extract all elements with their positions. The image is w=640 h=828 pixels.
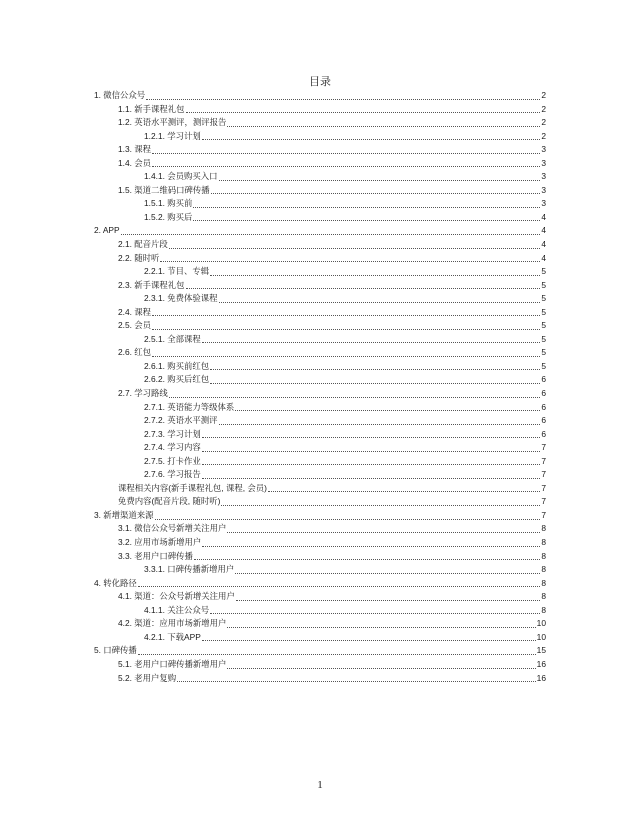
toc-entry[interactable] <box>94 116 546 130</box>
toc-entry[interactable] <box>94 509 546 523</box>
toc-entry-page: 6 <box>541 401 546 412</box>
toc-entry-page: 4 <box>541 252 546 263</box>
toc-entry-label: 2.7.6. 学习报告 <box>144 469 201 480</box>
toc-entry[interactable] <box>94 360 546 374</box>
toc-entry[interactable] <box>94 604 546 618</box>
toc-entry[interactable] <box>94 197 546 211</box>
dot-leader <box>227 668 535 669</box>
toc-entry[interactable] <box>94 306 546 320</box>
dot-leader <box>227 126 540 127</box>
toc-entry-page: 4 <box>541 211 546 222</box>
toc-entry[interactable] <box>94 170 546 184</box>
dot-leader <box>221 505 540 506</box>
dot-leader <box>268 491 540 492</box>
dot-leader <box>202 478 540 479</box>
toc-entry-label: 2.7.3. 学习计划 <box>144 428 201 439</box>
toc-entry-page: 15 <box>536 645 546 656</box>
toc-entry[interactable] <box>94 428 546 442</box>
toc-entry-page: 2 <box>541 89 546 100</box>
toc-entry-label: 1.2. 英语水平测评，测评报告 <box>118 117 227 128</box>
toc-entry[interactable] <box>94 211 546 225</box>
dot-leader <box>210 369 540 370</box>
toc-entry-label: 1.4.1. 会员购买入口 <box>144 171 218 182</box>
toc-entry-page: 10 <box>536 618 546 629</box>
toc-entry-label: 4.2.1. 下载APP <box>144 631 201 642</box>
toc-entry-label: 3.3. 老用户口碑传播 <box>118 550 193 561</box>
dot-leader <box>219 302 540 303</box>
toc-entry[interactable] <box>94 644 546 658</box>
dot-leader <box>138 654 536 655</box>
toc-entry[interactable] <box>94 252 546 266</box>
toc-entry[interactable] <box>94 414 546 428</box>
toc-entry[interactable] <box>94 143 546 157</box>
toc-entry-page: 7 <box>541 469 546 480</box>
dot-leader <box>227 532 540 533</box>
toc-entry-page: 6 <box>541 374 546 385</box>
dot-leader <box>194 559 540 560</box>
toc-entry-label: 2.7. 学习路线 <box>118 388 168 399</box>
toc-entry[interactable] <box>94 658 546 672</box>
toc-entry[interactable] <box>94 333 546 347</box>
dot-leader <box>155 519 540 520</box>
dot-leader <box>236 600 540 601</box>
toc-entry[interactable] <box>94 401 546 415</box>
toc-entry-label: 1.3. 课程 <box>118 144 152 155</box>
toc-entry-label: 2.7.5. 打卡作业 <box>144 455 201 466</box>
toc-entry[interactable] <box>94 130 546 144</box>
toc-entry-page: 8 <box>541 564 546 575</box>
toc-entry-page: 8 <box>541 523 546 534</box>
toc-entry-label: 5.2. 老用户复购 <box>118 672 177 683</box>
dot-leader <box>160 261 540 262</box>
toc-entry-label: 2.6.2. 购买后红包 <box>144 374 210 385</box>
toc-entry-page: 6 <box>541 388 546 399</box>
toc-entry-page: 16 <box>536 672 546 683</box>
dot-leader <box>152 356 540 357</box>
toc-entry[interactable] <box>94 373 546 387</box>
toc-entry-label: 3.2. 应用市场新增用户 <box>118 537 202 548</box>
dot-leader <box>202 342 540 343</box>
dot-leader <box>210 275 540 276</box>
toc-entry-page: 5 <box>541 360 546 371</box>
toc-entry[interactable] <box>94 157 546 171</box>
dot-leader <box>121 234 540 235</box>
toc-entry-page: 5 <box>541 320 546 331</box>
toc-entry-page: 6 <box>541 428 546 439</box>
toc-entry-page: 3 <box>541 171 546 182</box>
toc-entry-label: 课程相关内容(新手课程礼包, 课程, 会员) <box>118 482 267 493</box>
table-of-contents <box>94 89 546 685</box>
toc-entry-page: 4 <box>541 225 546 236</box>
toc-entry-label: 4.2. 渠道：应用市场新增用户 <box>118 618 227 629</box>
toc-entry[interactable] <box>94 536 546 550</box>
toc-entry[interactable] <box>94 238 546 252</box>
dot-leader <box>193 207 540 208</box>
dot-leader <box>219 424 540 425</box>
toc-entry[interactable] <box>94 184 546 198</box>
toc-entry-page: 5 <box>541 347 546 358</box>
dot-leader <box>186 112 540 113</box>
toc-entry-label: 1.5. 渠道二维码口碑传播 <box>118 184 210 195</box>
dot-leader <box>202 546 540 547</box>
dot-leader <box>146 99 540 100</box>
toc-entry-label: 1.5.2. 购买后 <box>144 211 193 222</box>
toc-entry-label: 2.6. 红包 <box>118 347 152 358</box>
toc-entry-label: 2.2. 随时听 <box>118 252 160 263</box>
toc-entry-page: 3 <box>541 144 546 155</box>
dot-leader <box>177 681 536 682</box>
toc-entry-label: 3.1. 微信公众号新增关注用户 <box>118 523 227 534</box>
toc-entry-page: 8 <box>541 577 546 588</box>
toc-entry-page: 5 <box>541 306 546 317</box>
toc-entry-label: 2.7.4. 学习内容 <box>144 442 201 453</box>
dot-leader <box>152 329 540 330</box>
toc-entry[interactable] <box>94 523 546 537</box>
toc-entry-label: 2.4. 课程 <box>118 306 152 317</box>
toc-entry[interactable] <box>94 319 546 333</box>
toc-entry[interactable] <box>94 550 546 564</box>
toc-entry-page: 4 <box>541 239 546 249</box>
toc-entry-label: 1.2.1. 学习计划 <box>144 130 201 141</box>
dot-leader <box>211 193 540 194</box>
toc-entry[interactable] <box>94 279 546 293</box>
toc-entry-label: 4.1. 渠道：公众号新增关注用户 <box>118 591 235 602</box>
toc-entry-page: 2 <box>541 130 546 141</box>
toc-entry-label: 1.1. 新手课程礼包 <box>118 103 185 114</box>
toc-entry[interactable] <box>94 590 546 604</box>
dot-leader <box>202 464 540 465</box>
toc-entry-label: 5.1. 老用户口碑传播新增用户 <box>118 658 227 669</box>
toc-entry[interactable] <box>94 103 546 117</box>
toc-entry-page: 2 <box>541 103 546 114</box>
toc-entry-page: 5 <box>541 293 546 304</box>
toc-entry[interactable] <box>94 89 546 103</box>
toc-entry-page: 3 <box>541 157 546 168</box>
dot-leader <box>202 451 540 452</box>
toc-entry-page: 8 <box>541 591 546 602</box>
toc-entry-label: 5. 口碑传播 <box>94 645 137 656</box>
toc-entry-page: 5 <box>541 333 546 344</box>
dot-leader <box>202 640 536 641</box>
toc-entry[interactable] <box>94 563 546 577</box>
toc-entry[interactable] <box>94 265 546 279</box>
dot-leader <box>169 248 540 249</box>
toc-entry-label: 2.1. 配音片段 <box>118 239 168 249</box>
toc-entry[interactable] <box>94 468 546 482</box>
toc-entry[interactable] <box>94 455 546 469</box>
toc-entry-page: 10 <box>536 631 546 642</box>
dot-leader <box>169 397 540 398</box>
toc-entry-label: 1.4. 会员 <box>118 157 152 168</box>
toc-entry-page: 7 <box>541 482 546 493</box>
toc-entry-page: 8 <box>541 604 546 615</box>
toc-title: 目录 <box>309 76 331 88</box>
toc-entry-page: 8 <box>541 537 546 548</box>
toc-entry-page: 5 <box>541 279 546 290</box>
dot-leader <box>219 180 540 181</box>
toc-entry-label: 2.5.1. 全部课程 <box>144 333 201 344</box>
toc-entry-label: 4.1.1. 关注公众号 <box>144 604 210 615</box>
dot-leader <box>227 627 535 628</box>
dot-leader <box>138 586 540 587</box>
dot-leader <box>235 573 540 574</box>
dot-leader <box>202 437 540 438</box>
toc-entry-page: 7 <box>541 455 546 466</box>
page-number: 1 <box>317 779 323 791</box>
toc-entry[interactable] <box>94 495 546 509</box>
toc-entry-label: 4. 转化路径 <box>94 577 137 588</box>
toc-entry[interactable] <box>94 292 546 306</box>
dot-leader <box>186 288 540 289</box>
dot-leader <box>210 613 540 614</box>
dot-leader <box>152 315 540 316</box>
toc-entry-page: 7 <box>541 509 546 520</box>
toc-entry-page: 6 <box>541 415 546 426</box>
toc-entry-page: 2 <box>541 117 546 128</box>
toc-entry-page: 3 <box>541 184 546 195</box>
toc-entry-label: 2.3. 新手课程礼包 <box>118 279 185 290</box>
dot-leader <box>152 166 540 167</box>
toc-entry-label: 2.5. 会员 <box>118 320 152 331</box>
toc-entry[interactable] <box>94 631 546 645</box>
toc-entry[interactable] <box>94 672 546 686</box>
toc-entry-label: 免费内容(配音片段, 随时听) <box>118 496 221 507</box>
toc-entry-page: 8 <box>541 550 546 561</box>
toc-entry-page: 7 <box>541 442 546 453</box>
dot-leader <box>235 410 540 411</box>
dot-leader <box>210 383 540 384</box>
toc-entry-label: 2. APP <box>94 225 120 236</box>
toc-entry[interactable] <box>94 346 546 360</box>
toc-entry-label: 1.5.1. 购买前 <box>144 198 193 209</box>
toc-entry-label: 2.2.1. 节目、专辑 <box>144 266 210 277</box>
toc-entry-label: 2.6.1. 购买前红包 <box>144 360 210 371</box>
dot-leader <box>202 139 540 140</box>
toc-entry-page: 7 <box>541 496 546 507</box>
toc-entry-label: 2.7.1. 英语能力等级体系 <box>144 401 235 412</box>
toc-entry-page: 3 <box>541 198 546 209</box>
toc-entry-label: 3.3.1. 口碑传播新增用户 <box>144 564 235 575</box>
toc-entry[interactable] <box>94 577 546 591</box>
toc-entry[interactable] <box>94 224 546 238</box>
toc-entry-page: 5 <box>541 266 546 277</box>
toc-entry-label: 1. 微信公众号 <box>94 89 146 100</box>
toc-entry-label: 3. 新增渠道来源 <box>94 509 154 520</box>
toc-entry[interactable] <box>94 441 546 455</box>
dot-leader <box>193 220 540 221</box>
toc-entry[interactable] <box>94 617 546 631</box>
toc-entry-label: 2.7.2. 英语水平测评 <box>144 415 218 426</box>
dot-leader <box>152 153 540 154</box>
toc-entry-label: 2.3.1. 免费体验课程 <box>144 293 218 304</box>
toc-entry[interactable] <box>94 482 546 496</box>
toc-entry-page: 16 <box>536 658 546 669</box>
toc-entry[interactable] <box>94 387 546 401</box>
